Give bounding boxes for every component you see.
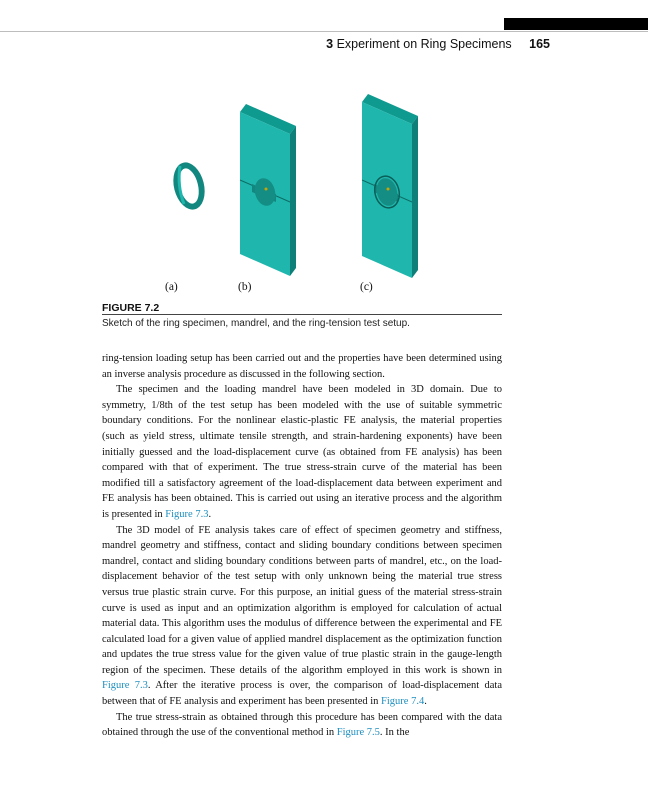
- header-bar: [504, 18, 648, 30]
- figure-7-4-link[interactable]: Figure 7.4: [381, 696, 425, 708]
- mandrel-marker: [265, 188, 268, 191]
- chapter-number: 3: [326, 37, 334, 51]
- paragraph-2: The specimen and the loading mandrel have been modeled in 3D domain. Due to symmetry, 1/8th of the test setup has been modeled with the use of suitable symmetric boundary conditions. For the nonlinear elastic-plastic FE analysis, the material properties (such as yield stress, ultimate tensile strength, and strain-hardening exponents) have been initially guessed and the load-displacement curve (as obtained from FE analysis) has been compared with that of experiment. The true stress-strain curve of the material has been modified till a satisfactory agreement of the load-displacement data between experiment and FE analysis has been obtained. This is carried out using an iterative process and the algorithm is presented in Figure 7.3.: [102, 384, 502, 520]
- figure-caption: Sketch of the ring specimen, mandrel, and the ring-tension test setup.: [102, 318, 410, 329]
- setup-side: [412, 116, 418, 278]
- subfigure-label-b: (b): [238, 281, 252, 293]
- setup-marker: [387, 188, 390, 191]
- figure-7-5-link[interactable]: Figure 7.5: [336, 727, 380, 739]
- paragraph-3: The 3D model of FE analysis takes care of effect of specimen geometry and stiffness, mandrel geometry and stiffness, contact and sliding boundary conditions between specimen mandrel, contact and sliding boundary conditions between parts of mandrel, etc., on the load-displacement behavior of the test setup with only unknown being the material true stress versus true plastic strain curve. For this purpose, an initial guess of the material stress-strain curve is used as input and an optimization algorithm is employed for calculation of actual material data. This algorithm uses the modulus of difference between the experimental and FE calculated load for a given value of applied mandrel displacement as the optimization function and updates the true stress value for the given value of true plastic strain in the gauge-length region of the specimen. These details of the algorithm employed in this work is shown in Figure 7.3. After the iterative process is over, the comparison of load-displacement data between that of FE analysis and experiment has been presented in Figure 7.4.: [102, 524, 502, 708]
- paragraph-1: ring-tension loading setup has been carried out and the properties have been determined using an inverse analysis procedure as discussed in the following section.: [102, 353, 502, 380]
- subfigure-label-c: (c): [360, 281, 373, 293]
- mandrel-side: [290, 126, 296, 276]
- figure-label: FIGURE 7.2: [102, 302, 160, 314]
- mandrel-assembly: [240, 104, 296, 276]
- page-number: 165: [529, 37, 550, 51]
- figure-7-3-link-2[interactable]: Figure 7.3: [102, 680, 148, 692]
- figure-caption-rule: [102, 314, 502, 315]
- running-head: [300, 37, 550, 51]
- figure-illustration: [100, 86, 460, 282]
- body-text: [102, 351, 502, 741]
- subfigure-label-a: (a): [165, 281, 178, 293]
- paragraph-4: The true stress-strain as obtained through this procedure has been compared with the data obtained through the use of the conventional method in Figure 7.5. In the: [102, 711, 502, 739]
- test-setup: [362, 94, 418, 278]
- chapter-title: Experiment on Ring Specimens: [336, 37, 512, 51]
- figure-7-3-link[interactable]: Figure 7.3: [165, 508, 209, 520]
- ring-specimen: [169, 159, 210, 213]
- header-rule: [0, 31, 648, 32]
